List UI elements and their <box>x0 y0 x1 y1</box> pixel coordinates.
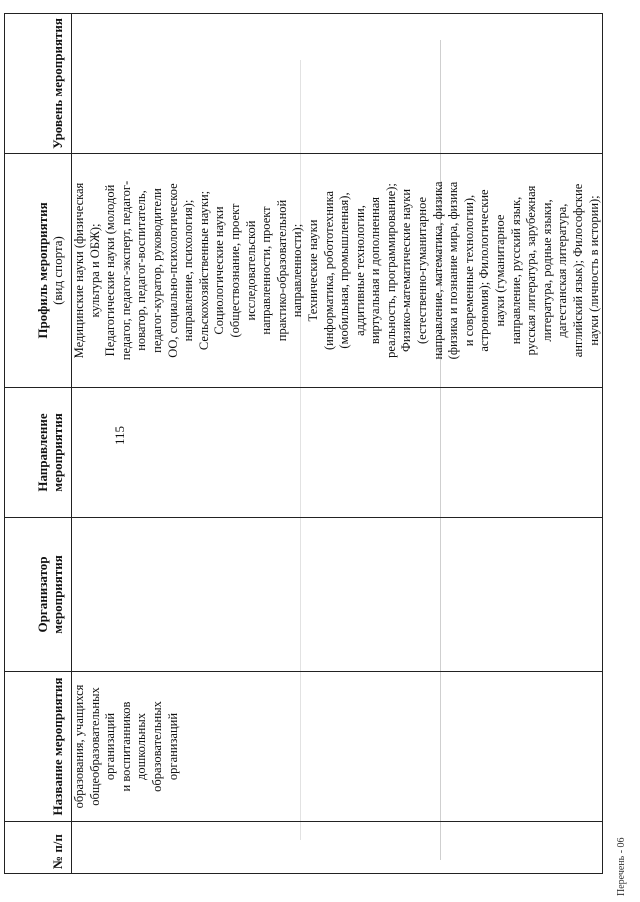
table-row <box>72 14 603 874</box>
profile-line: литература, родные языки, <box>539 199 554 342</box>
profile-line: практико-образовательной <box>274 199 289 342</box>
profile-line: реальность, программирование); <box>383 183 398 358</box>
profile-line: английский язык); Философские <box>571 183 585 358</box>
name-line: общеобразовательных <box>87 687 102 806</box>
profile-line: Технические науки <box>305 219 320 322</box>
profile-line: направление, русский язык, <box>508 196 523 345</box>
cell-num <box>72 822 603 874</box>
cell-profile <box>72 154 603 388</box>
header-profile <box>5 154 72 388</box>
name-line: и воспитанников <box>118 701 133 792</box>
footer-text: Перечень - 06 <box>616 837 627 896</box>
profile-line: (мобильная, промышленная), <box>337 192 352 349</box>
profile-line: дагестанская литература, <box>555 203 570 338</box>
profile-line: направленности); <box>290 223 305 318</box>
profile-line: педагог-куратор, руководители <box>149 188 164 353</box>
profile-line: русская литература, зарубежная <box>524 185 539 356</box>
profile-line: Педагогические науки (молодой <box>103 184 118 357</box>
profile-line: (информатика, робототехника <box>321 190 336 351</box>
header-name: Название мероприятия <box>5 672 72 822</box>
profile-line: виртуальная и дополненная <box>368 196 383 345</box>
name-line: организаций <box>165 712 180 781</box>
table-header-row <box>5 14 72 874</box>
cell-level <box>72 14 603 154</box>
profile-line: Социологические науки <box>212 206 227 335</box>
profile-line: (физика и познание мира, физика <box>446 181 461 360</box>
cell-direction <box>72 388 603 518</box>
header-level: Уровень мероприятия <box>5 14 72 154</box>
profile-line: направление, математика, физика <box>430 181 445 360</box>
profile-line: новатор, педагог-воспитатель, <box>134 190 149 351</box>
name-line: дошкольных <box>134 712 149 781</box>
page-number: 115 <box>112 425 127 445</box>
header-profile-title: Профиль мероприятия <box>35 202 50 339</box>
profile-line: науки (личность в истории); <box>586 195 601 346</box>
header-organizer: Организатор мероприятия <box>5 518 72 672</box>
profile-line: ОО, социально-психологическое <box>165 183 180 358</box>
profile-line: науки (гуманитарное <box>493 214 508 327</box>
header-num: № п/п <box>5 822 72 874</box>
header-profile-sub: (вид спорта) <box>50 236 65 305</box>
cell-name <box>72 672 603 822</box>
profile-line: Сельскохозяйственные науки; <box>196 190 211 351</box>
profile-line: направленности, проект <box>259 206 274 335</box>
profile-line: Медицинские науки (физическая <box>72 182 86 359</box>
profile-line: Физико-математические науки <box>399 188 414 353</box>
cell-organizer <box>72 518 603 672</box>
events-table <box>4 13 603 874</box>
profile-line: (обществознание, проект <box>227 203 242 338</box>
name-line: организаций <box>103 712 118 781</box>
profile-line: аддитивные технологии, <box>352 205 367 336</box>
profile-line: (естественно-гуманитарное <box>415 196 430 345</box>
profile-line: педагог, педагог-эксперт, педагог- <box>118 180 133 361</box>
profile-line: культура и ОБЖ); <box>87 223 102 318</box>
profile-line: направление, психология); <box>181 199 196 342</box>
header-direction: Направление мероприятия <box>5 388 72 518</box>
profile-line: астрономия); Филологические <box>477 189 492 352</box>
name-line: образования, учащихся <box>72 684 86 809</box>
profile-line: и современные технологии), <box>461 194 476 347</box>
name-line: образовательных <box>149 701 164 792</box>
profile-line: исследовательской <box>243 220 258 321</box>
